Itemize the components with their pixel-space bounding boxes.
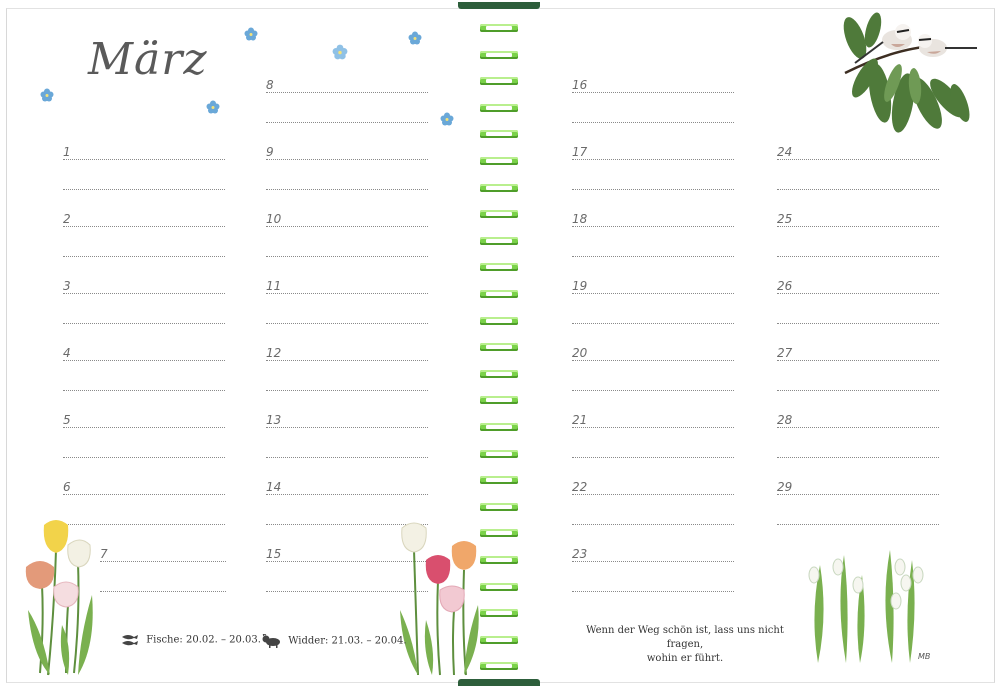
day-entry[interactable] — [572, 212, 734, 266]
day-write-line[interactable] — [777, 189, 939, 190]
day-entry[interactable] — [63, 145, 225, 199]
day-number: 10 — [266, 212, 282, 226]
day-entry[interactable] — [572, 279, 734, 333]
day-write-line[interactable] — [777, 390, 939, 391]
day-number: 25 — [777, 212, 793, 226]
day-write-line[interactable] — [63, 256, 225, 257]
day-write-line[interactable] — [266, 159, 428, 160]
day-write-line[interactable] — [572, 159, 734, 160]
day-write-line[interactable] — [777, 524, 939, 525]
spiral-coil — [478, 104, 520, 113]
day-write-line[interactable] — [63, 427, 225, 428]
day-number: 14 — [266, 480, 282, 494]
day-write-line[interactable] — [572, 561, 734, 562]
day-entry[interactable] — [266, 413, 428, 467]
day-entry[interactable] — [63, 279, 225, 333]
day-write-line[interactable] — [572, 524, 734, 525]
day-write-line[interactable] — [266, 122, 428, 123]
day-number: 6 — [63, 480, 71, 494]
spiral-coil — [478, 423, 520, 432]
day-write-line[interactable] — [266, 457, 428, 458]
spiral-coil — [478, 290, 520, 299]
aries-icon — [262, 634, 282, 648]
day-number: 23 — [572, 547, 588, 561]
day-write-line[interactable] — [100, 591, 226, 592]
day-entry[interactable] — [100, 547, 226, 601]
day-entry[interactable] — [63, 346, 225, 400]
day-write-line[interactable] — [266, 293, 428, 294]
day-write-line[interactable] — [100, 561, 226, 562]
day-write-line[interactable] — [63, 189, 225, 190]
spiral-coil — [478, 130, 520, 139]
day-number: 16 — [572, 78, 588, 92]
day-write-line[interactable] — [63, 360, 225, 361]
tulips-illustration-center — [396, 520, 482, 678]
spiral-binding — [478, 0, 520, 687]
day-number: 12 — [266, 346, 282, 360]
day-entry[interactable] — [266, 145, 428, 199]
day-write-line[interactable] — [266, 323, 428, 324]
spiral-coil — [478, 263, 520, 272]
artist-signature: MB — [918, 652, 931, 661]
day-number: 17 — [572, 145, 588, 159]
spiral-coil — [478, 184, 520, 193]
day-write-line[interactable] — [266, 256, 428, 257]
forget-me-not-flower — [440, 112, 454, 126]
spiral-coil — [478, 157, 520, 166]
spiral-coil — [478, 396, 520, 405]
day-write-line[interactable] — [572, 390, 734, 391]
day-entry[interactable] — [572, 413, 734, 467]
day-number: 27 — [777, 346, 793, 360]
spiral-coil — [478, 609, 520, 618]
forget-me-not-flower — [244, 27, 258, 41]
spiral-coil — [478, 370, 520, 379]
day-write-line[interactable] — [266, 92, 428, 93]
zodiac-pisces-text: Fische: 20.02. – 20.03. — [146, 634, 261, 646]
day-write-line[interactable] — [266, 189, 428, 190]
day-entry[interactable] — [63, 413, 225, 467]
day-number: 21 — [572, 413, 588, 427]
day-number: 3 — [63, 279, 71, 293]
day-entry[interactable] — [266, 78, 428, 132]
spiral-coil — [478, 77, 520, 86]
day-number: 2 — [63, 212, 71, 226]
day-write-line[interactable] — [777, 256, 939, 257]
spiral-coil — [478, 51, 520, 60]
day-number: 28 — [777, 413, 793, 427]
tulips-illustration-left — [22, 515, 102, 677]
day-number: 15 — [266, 547, 282, 561]
spiral-coil — [478, 636, 520, 645]
forget-me-not-flower — [408, 31, 422, 45]
day-number: 20 — [572, 346, 588, 360]
day-number: 22 — [572, 480, 588, 494]
day-write-line[interactable] — [777, 494, 939, 495]
day-write-line[interactable] — [572, 591, 734, 592]
day-number: 24 — [777, 145, 793, 159]
day-entry[interactable] — [572, 547, 734, 601]
day-entry[interactable] — [572, 346, 734, 400]
birds-on-branch-illustration — [835, 8, 980, 148]
day-write-line[interactable] — [63, 226, 225, 227]
day-write-line[interactable] — [572, 122, 734, 123]
day-write-line[interactable] — [63, 457, 225, 458]
day-write-line[interactable] — [777, 360, 939, 361]
day-number: 29 — [777, 480, 793, 494]
day-write-line[interactable] — [572, 189, 734, 190]
day-entry[interactable] — [777, 145, 939, 199]
spiral-coil — [478, 529, 520, 538]
zodiac-pisces — [120, 634, 261, 646]
snowdrops-illustration — [800, 545, 930, 665]
day-write-line[interactable] — [777, 457, 939, 458]
day-write-line[interactable] — [777, 323, 939, 324]
quote-line-1: Wenn der Weg schön ist, lass uns nicht fragen, — [586, 625, 784, 650]
day-entry[interactable] — [777, 212, 939, 266]
spiral-coil — [478, 24, 520, 33]
spiral-coil — [478, 343, 520, 352]
day-number: 1 — [63, 145, 71, 159]
day-write-line[interactable] — [266, 226, 428, 227]
day-write-line[interactable] — [777, 226, 939, 227]
day-write-line[interactable] — [266, 427, 428, 428]
day-write-line[interactable] — [572, 427, 734, 428]
day-entry[interactable] — [777, 346, 939, 400]
day-write-line[interactable] — [63, 159, 225, 160]
day-write-line[interactable] — [572, 494, 734, 495]
day-number: 18 — [572, 212, 588, 226]
day-number: 5 — [63, 413, 71, 427]
spiral-coil — [478, 503, 520, 512]
day-write-line[interactable] — [63, 494, 225, 495]
spiral-coil — [478, 237, 520, 246]
day-write-line[interactable] — [572, 92, 734, 93]
forget-me-not-flower — [40, 88, 54, 102]
day-entry[interactable] — [572, 145, 734, 199]
zodiac-aries — [262, 634, 407, 648]
day-entry[interactable] — [777, 413, 939, 467]
day-write-line[interactable] — [63, 293, 225, 294]
day-write-line[interactable] — [572, 360, 734, 361]
day-write-line[interactable] — [572, 293, 734, 294]
zodiac-aries-text: Widder: 21.03. – 20.04. — [288, 635, 407, 647]
day-write-line[interactable] — [777, 427, 939, 428]
day-entry[interactable] — [63, 212, 225, 266]
day-entry[interactable] — [777, 279, 939, 333]
day-write-line[interactable] — [266, 494, 428, 495]
day-write-line[interactable] — [777, 293, 939, 294]
spiral-coil — [478, 450, 520, 459]
month-title: März — [88, 34, 208, 85]
day-write-line[interactable] — [266, 390, 428, 391]
day-entry[interactable] — [777, 480, 939, 534]
day-number: 7 — [100, 547, 108, 561]
day-number: 9 — [266, 145, 274, 159]
spiral-coil — [478, 317, 520, 326]
day-entry[interactable] — [572, 480, 734, 534]
day-number: 19 — [572, 279, 588, 293]
day-write-line[interactable] — [572, 226, 734, 227]
day-write-line[interactable] — [266, 360, 428, 361]
day-number: 8 — [266, 78, 274, 92]
quote — [570, 624, 800, 666]
forget-me-not-flower — [332, 44, 348, 60]
forget-me-not-flower — [206, 100, 220, 114]
day-write-line[interactable] — [572, 323, 734, 324]
day-write-line[interactable] — [777, 159, 939, 160]
day-number: 13 — [266, 413, 282, 427]
spiral-coil — [478, 662, 520, 671]
day-write-line[interactable] — [63, 390, 225, 391]
day-write-line[interactable] — [572, 457, 734, 458]
day-write-line[interactable] — [63, 323, 225, 324]
spiral-coil — [478, 556, 520, 565]
day-number: 26 — [777, 279, 793, 293]
day-entry[interactable] — [266, 212, 428, 266]
quote-line-2: wohin er führt. — [646, 653, 724, 664]
pisces-icon — [120, 634, 140, 646]
spiral-coil — [478, 476, 520, 485]
day-entry[interactable] — [266, 279, 428, 333]
day-entry[interactable] — [572, 78, 734, 132]
day-number: 4 — [63, 346, 71, 360]
day-entry[interactable] — [266, 346, 428, 400]
spiral-coil — [478, 583, 520, 592]
spiral-coil — [478, 210, 520, 219]
day-write-line[interactable] — [572, 256, 734, 257]
day-number: 11 — [266, 279, 282, 293]
